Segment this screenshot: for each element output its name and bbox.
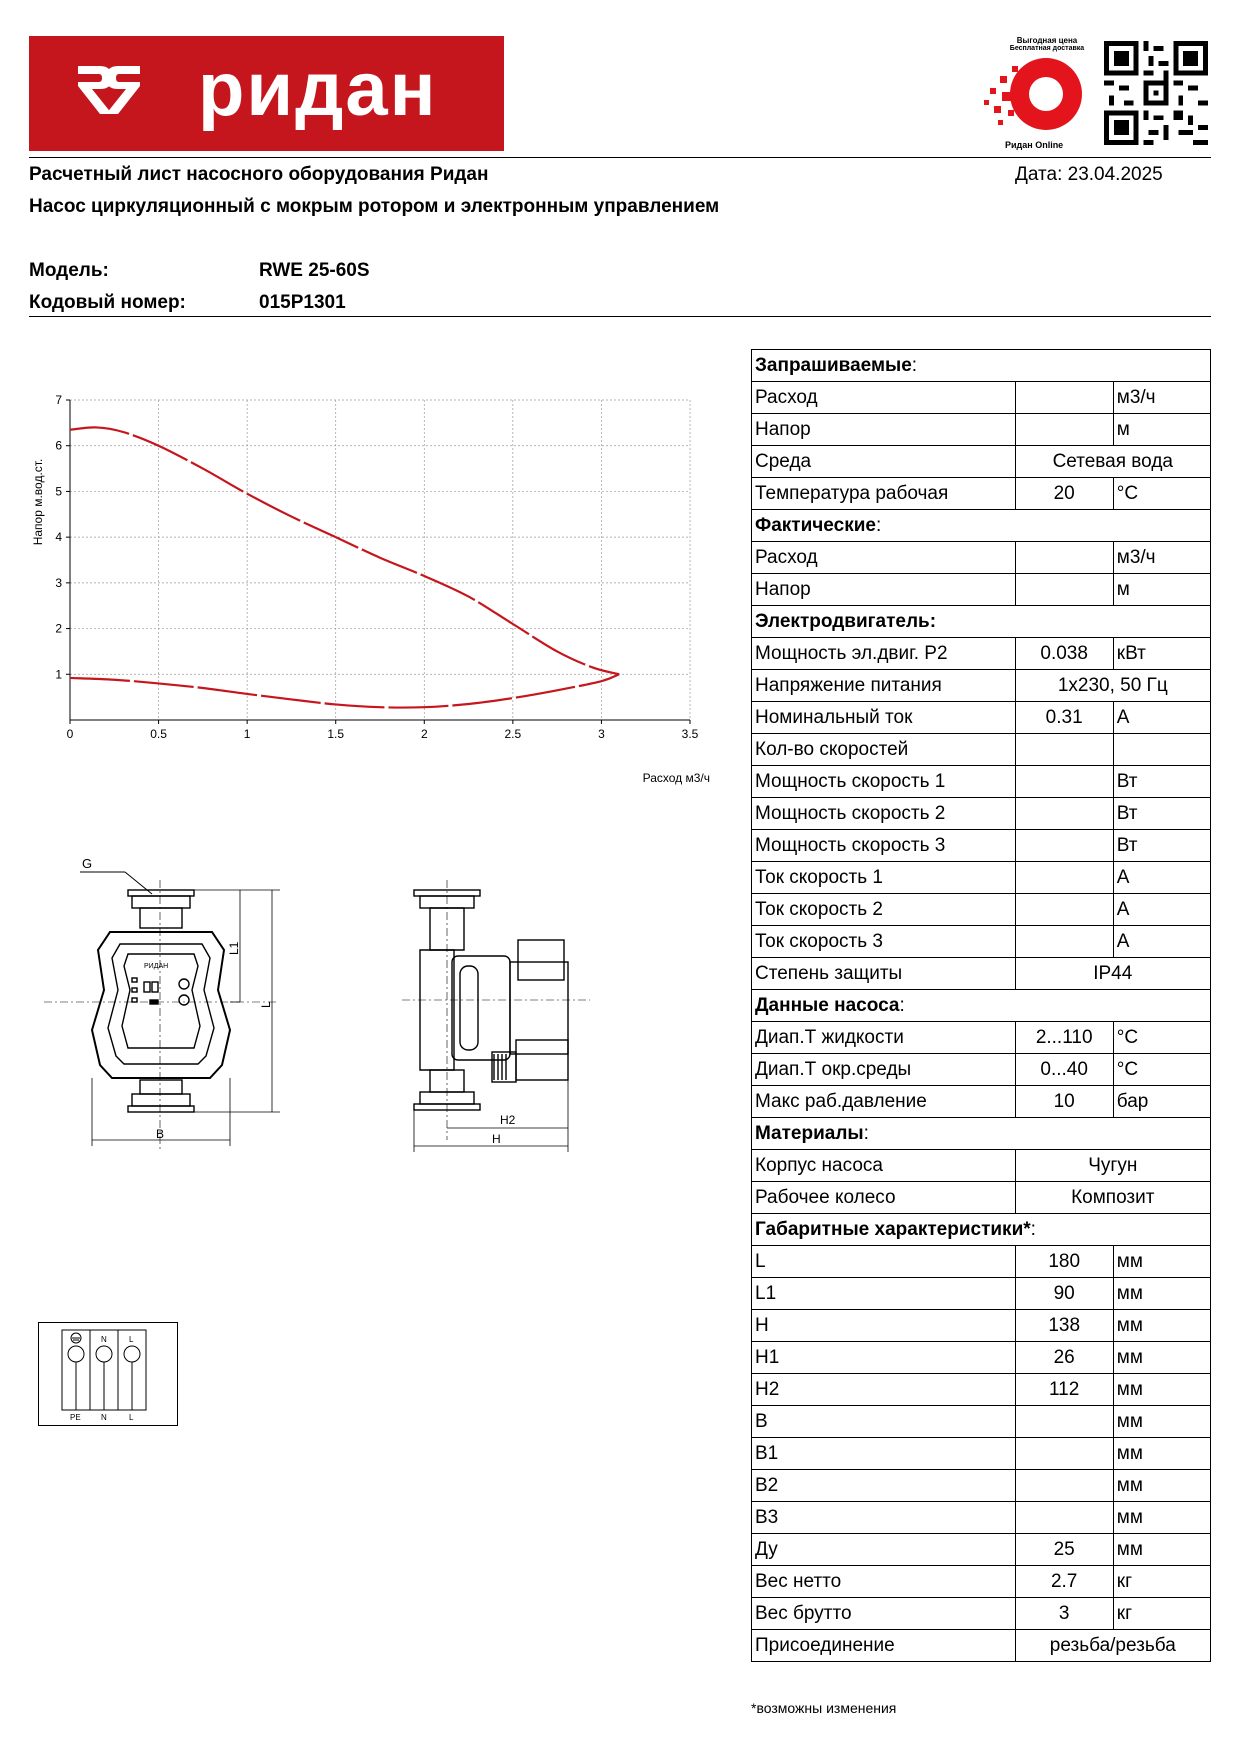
section-title: Фактические	[755, 514, 876, 536]
chart-y-ticks	[55, 393, 70, 681]
param-unit: м3/ч	[1113, 542, 1210, 574]
param-value	[1015, 894, 1113, 926]
x-tick-label: 0	[66, 727, 74, 741]
param-unit: мм	[1113, 1246, 1210, 1278]
param-name: B3	[752, 1502, 1016, 1534]
x-tick-label: 3.5	[681, 727, 699, 741]
table-row	[752, 1438, 1211, 1470]
y-tick-label: 5	[55, 484, 62, 499]
label-h: H	[492, 1132, 501, 1146]
param-unit: кВт	[1113, 638, 1210, 670]
table-section	[752, 606, 1211, 638]
table-row	[752, 862, 1211, 894]
table-row	[752, 702, 1211, 734]
param-unit: °C	[1113, 1022, 1210, 1054]
label-h2: H2	[500, 1113, 516, 1127]
table-section	[752, 1118, 1211, 1150]
param-unit: А	[1113, 862, 1210, 894]
table-row	[752, 382, 1211, 414]
param-unit: м	[1113, 414, 1210, 446]
online-badge-price: Выгодная цена	[1016, 36, 1078, 45]
table-row	[752, 958, 1211, 990]
table-row	[752, 1566, 1211, 1598]
param-name: Кол-во скоростей	[752, 734, 1016, 766]
section-title: Запрашиваемые	[755, 354, 912, 376]
wiring-top-l: L	[129, 1335, 134, 1344]
header-divider	[29, 157, 1211, 158]
model-value: RWE 25-60S	[259, 260, 370, 281]
table-section	[752, 350, 1211, 382]
table-row	[752, 478, 1211, 510]
qr-code-icon	[1104, 40, 1208, 146]
pump-side-drawing	[400, 870, 630, 1180]
pump-curve-chart	[20, 380, 720, 790]
table-row	[752, 1150, 1211, 1182]
section-title: Материалы	[755, 1122, 864, 1144]
param-unit: кг	[1113, 1566, 1210, 1598]
wiring-top-n: N	[101, 1335, 107, 1344]
chart-x-axis-label: Расход м3/ч	[642, 771, 710, 785]
table-row	[752, 670, 1211, 702]
param-unit: кг	[1113, 1598, 1210, 1630]
x-tick-label: 2.5	[504, 727, 522, 741]
param-unit: А	[1113, 702, 1210, 734]
y-tick-label: 4	[55, 530, 62, 545]
x-tick-label: 2	[420, 727, 428, 741]
param-value: 1x230, 50 Гц	[1015, 670, 1210, 702]
param-name: Присоединение	[752, 1630, 1016, 1662]
table-row	[752, 574, 1211, 606]
param-unit: мм	[1113, 1438, 1210, 1470]
param-value	[1015, 1438, 1113, 1470]
wiring-diagram	[38, 1322, 178, 1426]
x-tick-label: 3	[598, 727, 605, 741]
param-name: B1	[752, 1438, 1016, 1470]
param-value: 26	[1015, 1342, 1113, 1374]
param-name: B	[752, 1406, 1016, 1438]
param-name: Вес нетто	[752, 1566, 1016, 1598]
section-cell	[752, 510, 1211, 542]
section-title: Данные насоса	[755, 994, 900, 1016]
param-unit: бар	[1113, 1086, 1210, 1118]
y-tick-label: 6	[55, 438, 62, 453]
param-name: Среда	[752, 446, 1016, 478]
table-row	[752, 542, 1211, 574]
param-value	[1015, 382, 1113, 414]
param-name: Вес брутто	[752, 1598, 1016, 1630]
table-row	[752, 638, 1211, 670]
section-cell	[752, 1214, 1211, 1246]
param-name: H1	[752, 1342, 1016, 1374]
param-name: Ток скорость 2	[752, 894, 1016, 926]
param-value	[1015, 574, 1113, 606]
chart-y-axis-label: Напор м.вод.ст.	[31, 458, 45, 546]
param-name: Диап.Т жидкости	[752, 1022, 1016, 1054]
param-name: Напряжение питания	[752, 670, 1016, 702]
param-unit: мм	[1113, 1310, 1210, 1342]
table-section	[752, 1214, 1211, 1246]
table-row	[752, 894, 1211, 926]
spec-table	[751, 349, 1211, 1662]
code-label: Кодовый номер:	[29, 292, 186, 313]
label-g: G	[82, 856, 93, 871]
label-l: L	[259, 1001, 273, 1008]
param-unit: А	[1113, 894, 1210, 926]
param-unit: мм	[1113, 1406, 1210, 1438]
chart-series	[70, 427, 619, 707]
table-row	[752, 1374, 1211, 1406]
param-value: 180	[1015, 1246, 1113, 1278]
table-section	[752, 990, 1211, 1022]
section-suffix: :	[911, 354, 918, 376]
wiring-bottom-n: N	[101, 1413, 107, 1422]
table-row	[752, 1502, 1211, 1534]
section-cell	[752, 990, 1211, 1022]
table-row	[752, 1182, 1211, 1214]
param-name: H	[752, 1310, 1016, 1342]
param-unit: м	[1113, 574, 1210, 606]
online-badge-delivery: Бесплатная доставка	[1009, 45, 1085, 52]
table-row	[752, 1534, 1211, 1566]
param-unit	[1113, 734, 1210, 766]
param-name: Корпус насоса	[752, 1150, 1016, 1182]
param-value	[1015, 1470, 1113, 1502]
pump-description: Насос циркуляционный с мокрым ротором и электронным управлением	[29, 196, 720, 217]
param-value	[1015, 542, 1113, 574]
param-name: Расход	[752, 382, 1016, 414]
model-label: Модель:	[29, 260, 109, 281]
footnote: *возможны изменения	[751, 1700, 897, 1716]
param-value	[1015, 414, 1113, 446]
param-name: Ток скорость 3	[752, 926, 1016, 958]
section-cell	[752, 606, 1211, 638]
param-unit: мм	[1113, 1278, 1210, 1310]
param-value: Сетевая вода	[1015, 446, 1210, 478]
sheet-title: Расчетный лист насосного оборудования Ридан	[29, 164, 489, 185]
param-value: 138	[1015, 1310, 1113, 1342]
param-value	[1015, 798, 1113, 830]
param-value: 3	[1015, 1598, 1113, 1630]
label-b: B	[156, 1127, 165, 1141]
ridan-online-icon	[980, 36, 1090, 154]
param-name: Мощность скорость 3	[752, 830, 1016, 862]
param-unit: °C	[1113, 1054, 1210, 1086]
table-row	[752, 1086, 1211, 1118]
param-value	[1015, 830, 1113, 862]
table-row	[752, 1054, 1211, 1086]
plate-brand: РИДАН	[144, 963, 169, 970]
param-name: Ду	[752, 1534, 1016, 1566]
param-name: Мощность эл.двиг. P2	[752, 638, 1016, 670]
param-value: 0...40	[1015, 1054, 1113, 1086]
param-name: Макс раб.давление	[752, 1086, 1016, 1118]
param-value: Чугун	[1015, 1150, 1210, 1182]
param-value: Композит	[1015, 1182, 1210, 1214]
section-cell	[752, 350, 1211, 382]
y-tick-label: 2	[55, 621, 62, 636]
table-row	[752, 414, 1211, 446]
param-unit: °C	[1113, 478, 1210, 510]
brand-name: ридан	[198, 47, 438, 132]
param-unit: Вт	[1113, 766, 1210, 798]
online-badge-label: Ридан Online	[1005, 140, 1064, 150]
param-value	[1015, 926, 1113, 958]
info-divider	[29, 316, 1211, 317]
param-value: IP44	[1015, 958, 1210, 990]
param-name: Мощность скорость 2	[752, 798, 1016, 830]
section-title: Электродвигатель:	[755, 610, 937, 632]
param-name: Мощность скорость 1	[752, 766, 1016, 798]
series-line-max	[70, 427, 619, 674]
param-name: Рабочее колесо	[752, 1182, 1016, 1214]
pump-front-drawing	[40, 850, 310, 1180]
param-value: 0.31	[1015, 702, 1113, 734]
param-value: 20	[1015, 478, 1113, 510]
param-name: Диап.Т окр.среды	[752, 1054, 1016, 1086]
code-value: 015P1301	[259, 292, 346, 313]
table-row	[752, 830, 1211, 862]
param-value	[1015, 734, 1113, 766]
brand-mark-icon	[72, 62, 146, 118]
wiring-bottom-l: L	[129, 1413, 134, 1422]
table-row	[752, 766, 1211, 798]
param-value: 90	[1015, 1278, 1113, 1310]
series-line-min	[70, 674, 619, 707]
param-name: H2	[752, 1374, 1016, 1406]
table-row	[752, 926, 1211, 958]
table-row	[752, 1470, 1211, 1502]
param-value: 2...110	[1015, 1022, 1113, 1054]
param-unit: мм	[1113, 1534, 1210, 1566]
param-unit: А	[1113, 926, 1210, 958]
table-row	[752, 1342, 1211, 1374]
param-name: Ток скорость 1	[752, 862, 1016, 894]
table-row	[752, 1598, 1211, 1630]
param-name: Номинальный ток	[752, 702, 1016, 734]
y-tick-label: 1	[55, 667, 62, 682]
table-row	[752, 446, 1211, 478]
section-suffix: :	[899, 994, 905, 1016]
table-row	[752, 1246, 1211, 1278]
table-section	[752, 510, 1211, 542]
section-suffix: :	[1030, 1218, 1036, 1240]
param-unit: Вт	[1113, 830, 1210, 862]
param-name: L	[752, 1246, 1016, 1278]
param-value	[1015, 766, 1113, 798]
param-value: 10	[1015, 1086, 1113, 1118]
table-row	[752, 1022, 1211, 1054]
table-row	[752, 734, 1211, 766]
param-name: Температура рабочая	[752, 478, 1016, 510]
param-value	[1015, 862, 1113, 894]
y-tick-label: 3	[55, 575, 62, 590]
param-value: резьба/резьба	[1015, 1630, 1210, 1662]
section-title: Габаритные характеристики*	[755, 1218, 1031, 1240]
sheet-date: Дата: 23.04.2025	[1015, 164, 1163, 185]
param-value: 112	[1015, 1374, 1113, 1406]
param-value: 0.038	[1015, 638, 1113, 670]
wiring-bottom-pe: PE	[70, 1413, 81, 1422]
section-cell	[752, 1118, 1211, 1150]
param-unit: мм	[1113, 1342, 1210, 1374]
param-name: Напор	[752, 414, 1016, 446]
param-unit: мм	[1113, 1470, 1210, 1502]
param-name: B2	[752, 1470, 1016, 1502]
table-row	[752, 1278, 1211, 1310]
section-suffix: :	[875, 514, 882, 536]
table-row	[752, 1310, 1211, 1342]
table-row	[752, 798, 1211, 830]
table-row	[752, 1630, 1211, 1662]
chart-x-ticks	[67, 720, 699, 741]
param-name: Степень защиты	[752, 958, 1016, 990]
param-name: Напор	[752, 574, 1016, 606]
section-suffix: :	[863, 1122, 869, 1144]
x-tick-label: 0.5	[150, 727, 167, 741]
param-unit: Вт	[1113, 798, 1210, 830]
param-unit: мм	[1113, 1374, 1210, 1406]
param-value	[1015, 1502, 1113, 1534]
y-tick-label: 7	[55, 393, 62, 407]
param-value: 2.7	[1015, 1566, 1113, 1598]
param-unit: мм	[1113, 1502, 1210, 1534]
param-unit: м3/ч	[1113, 382, 1210, 414]
x-tick-label: 1.5	[327, 727, 345, 741]
param-name: Расход	[752, 542, 1016, 574]
label-l1: L1	[227, 941, 241, 955]
param-name: L1	[752, 1278, 1016, 1310]
table-row	[752, 1406, 1211, 1438]
param-value: 25	[1015, 1534, 1113, 1566]
param-value	[1015, 1406, 1113, 1438]
x-tick-label: 1	[243, 727, 251, 741]
